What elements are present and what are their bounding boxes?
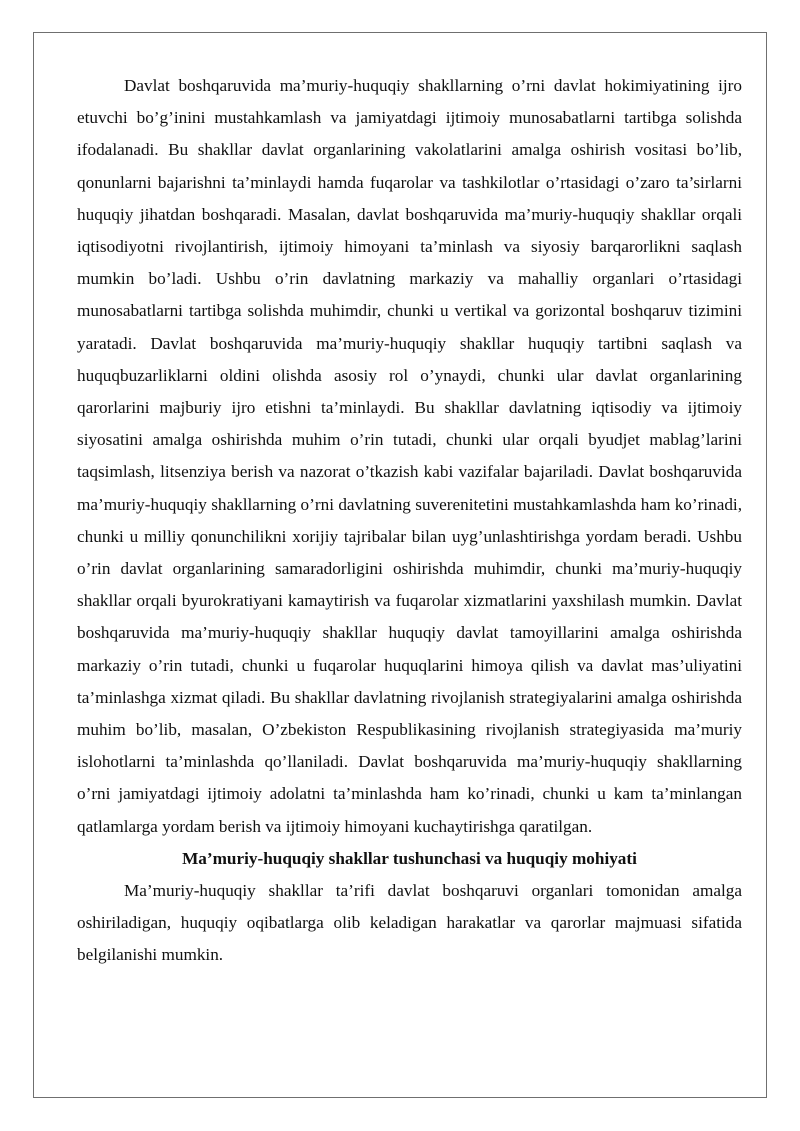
body-paragraph: Ma’muriy-huquqiy shakllar ta’rifi davlat boshqaruvi organlari tomonidan amalga oshiriladigan, huquqiy oqibatlarga olib keladigan harakatlar va qarorlar majmuasi sifatida belgilanishi mumkin. xyxy=(77,881,742,965)
body-paragraph: Davlat boshqaruvida ma’muriy-huquqiy shakllarning o’rni davlat hokimiyatining ijro etuvchi bo’g’inini mustahkamlash va jamiyatdagi ijtimoiy munosabatlarni tartibga solishda ifodalanadi. Bu shakllar davlat organlarining vakolatlarini amalga oshirish vositasi bo’lib, qonunlarni bajarishni ta’minlaydi hamda fuqarolar va tashkilotlar o’rtasidagi o’zaro ta’sirlarni huquqiy jihatdan boshqaradi. Masalan, davlat boshqaruvida ma’muriy-huquqiy shakllar orqali iqtisodiyotni rivojlantirish, ijtimoiy himoyani ta’minlash va siyosiy barqarorlikni saqlash mumkin bo’ladi. Ushbu o’rin davlatning markaziy va mahalliy organlari o’rtasidagi munosabatlarni tartibga solishda muhimdir, chunki u vertikal va gorizontal boshqaruv tizimini yaratadi. Davlat boshqaruvida ma’muriy-huquqiy shakllar huquqiy tartibni saqlash va huquqbuzarliklarni oldini olishda asosiy rol o’ynaydi, chunki ular davlat organlarining qarorlarini majburiy ijro etishni ta’minlaydi. Bu shakllar davlatning iqtisodiy va ijtimoiy siyosatini amalga oshirishda muhim o’rin tutadi, chunki ular orqali byudjet mablag’larini taqsimlash, litsenziya berish va nazorat o’tkazish kabi vazifalar bajariladi. Davlat boshqaruvida ma’muriy-huquqiy shakllarning o’rni davlatning suverenitetini mustahkamlashda ham ko’rinadi, chunki u milliy qonunchilikni xorijiy tajribalar bilan uyg’unlashtirishga yordam beradi. Ushbu o’rin davlat organlarining samaradorligini oshirishda muhimdir, chunki ma’muriy-huquqiy shakllar orqali byurokratiyani kamaytirish va fuqarolar xizmatlarini yaxshilash mumkin. Davlat boshqaruvida ma’muriy-huquqiy shakllar huquqiy davlat tamoyillarini amalga oshirishda markaziy o’rin tutadi, chunki u fuqarolar huquqlarini himoya qilish va davlat mas’uliyatini ta’minlashga xizmat qiladi. Bu shakllar davlatning rivojlanish strategiyalarini amalga oshirishda muhim bo’lib, masalan, O’zbekiston Respublikasining rivojlanish strategiyasida ma’muriy islohotlarni ta’minlashda qo’llaniladi. Davlat boshqaruvida ma’muriy-huquqiy shakllarning o’rni jamiyatdagi ijtimoiy adolatni ta’minlashda ham ko’rinadi, chunki u kam ta’minlangan qatlamlarga yordam berish va ijtimoiy himoyani kuchaytirishga qaratilgan. xyxy=(77,76,742,836)
document-body xyxy=(77,70,742,972)
section-heading: Ma’muriy-huquqiy shakllar tushunchasi va huquqiy mohiyati xyxy=(182,848,637,868)
